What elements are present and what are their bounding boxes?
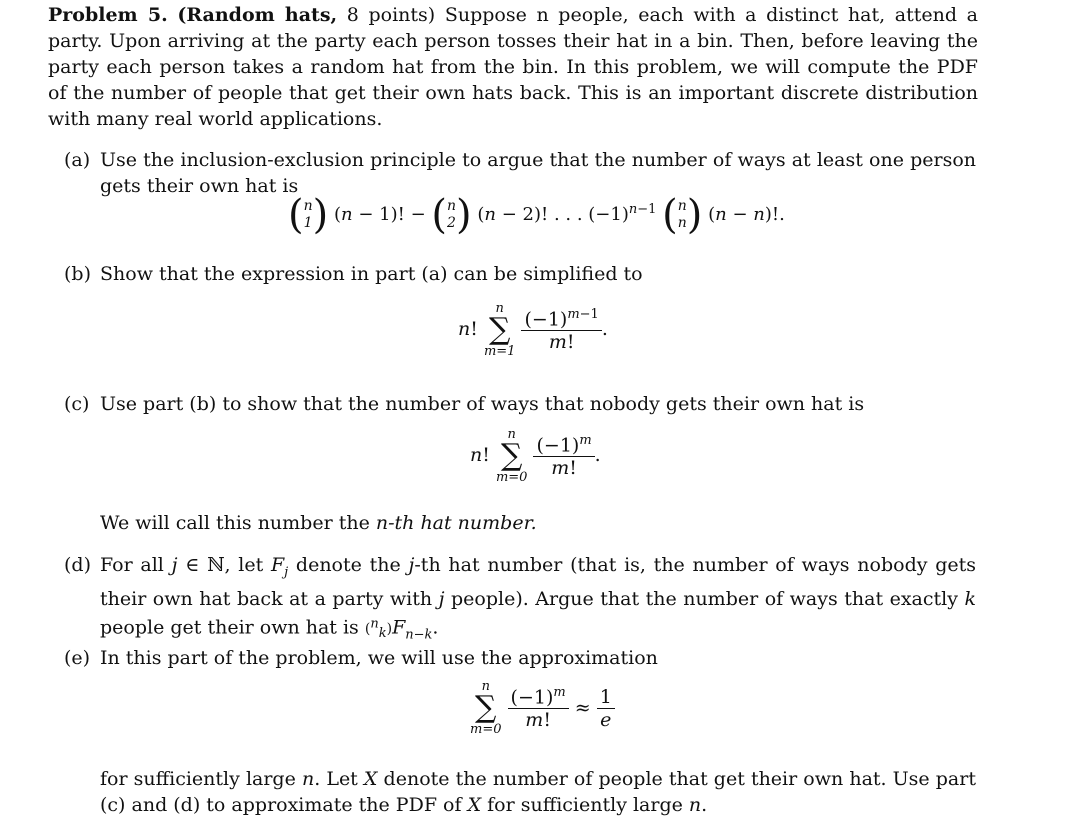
part-e (64, 645, 976, 671)
problem-title: (Random hats, (177, 4, 338, 26)
problem-intro (48, 2, 978, 132)
part-d-label: (d) (64, 554, 91, 576)
part-b-text: Show that the expression in part (a) can be simplified to (100, 263, 643, 285)
part-c-label: (c) (64, 393, 90, 415)
part-e-text: In this part of the problem, we will use the approximation (100, 647, 658, 669)
problem-heading: Problem 5. (48, 4, 168, 26)
part-d (64, 552, 976, 648)
equation-part-b: n! n ∑ m=1 $\frac{(-1)^{m-1}}{m!}$ . (458, 301, 608, 359)
part-c (64, 391, 976, 417)
equation-inclusion-exclusion: (n 1) (n − 1)! − (n 2) (n − 2)! . . . $(-1)^{n-1}$ (n n) (n − n)!. (288, 192, 785, 238)
part-a-text: Use the inclusion-exclusion principle to argue that the number of ways at least one person gets their own hat is (100, 149, 976, 197)
problem-intro-text: Suppose n people, each with a distinct hat, attend a party. Upon arriving at the party each person tosses their hat in a bin. Then, before leaving the party each person takes a random hat from the bin. In this problem, we will compute the PDF of the number of people that get their own hats back. This is an important discrete distribution with many real world applications. (48, 4, 978, 130)
part-c-after-italic: n-th hat number. (375, 512, 537, 534)
equation-part-e: n ∑ m=0 $\frac{(-1)^m}{m!}$ ≈ $\frac{1}{e}$ (470, 680, 615, 736)
part-b-label: (b) (64, 263, 91, 285)
part-c-text: Use part (b) to show that the number of ways that nobody gets their own hat is (100, 393, 865, 415)
problem-points: 8 points) (346, 4, 436, 26)
part-c-after-text-1: We will call this number the (100, 512, 376, 534)
part-e-after: for sufficiently large n. Let X denote the number of people that get their own hat. Use part (c) and (d) to approximate the PDF of X for sufficiently large n. (100, 768, 976, 816)
part-a-label: (a) (64, 149, 91, 171)
part-b (64, 261, 976, 287)
part-c-after (64, 510, 976, 536)
equation-part-c: n! n ∑ m=0 $\frac{(-1)^m}{m!}$ . (470, 427, 601, 485)
part-d-text: For all j ∈ ℕ, let $F_j$ denote the j-th hat number (that is, the number of ways nobody gets their own hat back at a party with j people). Argue that the number of ways that exactly k people get their own hat is $(^n_k)F_{n-k}$. (100, 554, 977, 643)
part-e-label: (e) (64, 647, 91, 669)
